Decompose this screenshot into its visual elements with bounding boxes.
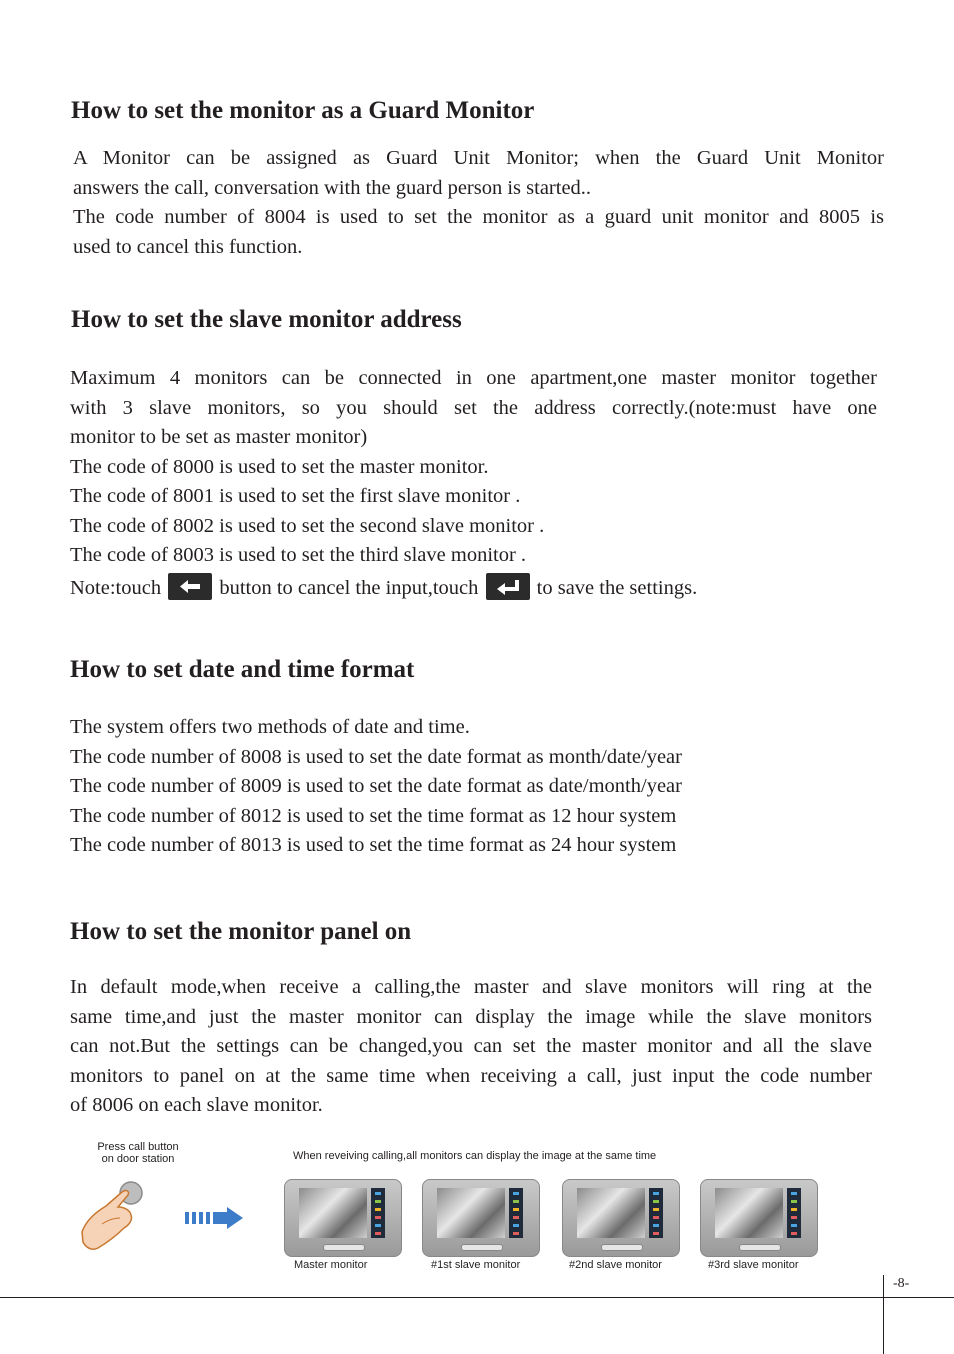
slave-address-text — [70, 364, 877, 603]
monitor-label-master: Master monitor — [294, 1259, 368, 1271]
text-line: same time,and just the master monitor can display the image while the slave monitors — [70, 1005, 872, 1028]
back-arrow-icon — [168, 573, 212, 600]
text-line: The code number of 8004 is used to set the monitor as a guard unit monitor and 8005 is — [73, 206, 884, 228]
monitor-screen — [437, 1188, 505, 1238]
press-label-line: Press call button — [97, 1141, 179, 1153]
master-monitor — [284, 1179, 402, 1257]
guard-monitor-text — [73, 144, 884, 262]
slave-monitor-3 — [700, 1179, 818, 1257]
enter-icon — [486, 573, 530, 600]
text-line: Maximum 4 monitors can be connected in one apartment,one master monitor together — [70, 367, 877, 389]
monitor-label-slave-3: #3rd slave monitor — [708, 1259, 799, 1271]
text-line: monitors to panel on at the same time when receiving a call, just input the code number — [70, 1064, 872, 1087]
text-line: In default mode,when receive a calling,the master and slave monitors will ring at the — [70, 976, 872, 998]
text-line: The code number of 8013 is used to set the time format as 24 hour system — [70, 834, 677, 856]
monitor-keys — [649, 1188, 663, 1238]
monitor-slot — [739, 1244, 781, 1251]
section-heading-guard-monitor: How to set the monitor as a Guard Monitor — [71, 97, 535, 124]
panel-on-text — [70, 973, 872, 1121]
note-suffix: to save the settings. — [536, 576, 698, 599]
text-line: with 3 slave monitors, so you should set the address correctly.(note:must have one — [70, 396, 877, 419]
section-heading-slave-address: How to set the slave monitor address — [71, 306, 462, 333]
monitor-label-slave-1: #1st slave monitor — [431, 1259, 521, 1271]
monitor-keys — [509, 1188, 523, 1238]
arrow-right-icon — [185, 1207, 243, 1229]
note-middle: button to cancel the input,touch — [219, 576, 479, 599]
text-line: answers the call, conversation with the guard person is started.. — [73, 176, 592, 199]
slave-monitor-1 — [422, 1179, 540, 1257]
monitor-screen — [299, 1188, 367, 1238]
page-number: -8- — [893, 1276, 910, 1291]
section-heading-panel-on: How to set the monitor panel on — [70, 918, 412, 945]
text-line: The code of 8003 is used to set the third slave monitor . — [70, 544, 527, 566]
monitor-keys — [787, 1188, 801, 1238]
footer-divider — [883, 1275, 884, 1354]
text-line: The code of 8000 is used to set the master monitor. — [70, 455, 489, 478]
monitor-screen — [715, 1188, 783, 1238]
monitor-slot — [323, 1244, 365, 1251]
diagram-caption: When reveiving calling,all monitors can display the image at the same time — [293, 1150, 657, 1162]
date-time-text — [70, 713, 870, 861]
note-line — [70, 573, 877, 604]
monitor-slot — [461, 1244, 503, 1251]
text-line: The code of 8002 is used to set the second slave monitor . — [70, 514, 545, 537]
slave-monitor-2 — [562, 1179, 680, 1257]
footer-rule — [0, 1297, 954, 1298]
text-line: The code number of 8009 is used to set the date format as date/month/year — [70, 775, 682, 797]
press-call-label — [88, 1141, 188, 1165]
text-line: of 8006 on each slave monitor. — [70, 1094, 323, 1116]
text-line: The code number of 8008 is used to set the date format as month/date/year — [70, 745, 682, 768]
hand-press-icon — [78, 1180, 150, 1254]
text-line: The code of 8001 is used to set the first slave monitor . — [70, 485, 521, 507]
monitor-slot — [601, 1244, 643, 1251]
monitor-screen — [577, 1188, 645, 1238]
text-line: The system offers two methods of date and time. — [70, 716, 470, 738]
monitor-keys — [371, 1188, 385, 1238]
press-label-line: on door station — [101, 1153, 175, 1165]
monitor-label-slave-2: #2nd slave monitor — [569, 1259, 662, 1271]
note-prefix: Note:touch — [70, 576, 162, 599]
text-line: A Monitor can be assigned as Guard Unit Monitor; when the Guard Unit Monitor — [73, 147, 884, 169]
text-line: used to cancel this function. — [73, 235, 303, 258]
text-line: The code number of 8012 is used to set the time format as 12 hour system — [70, 804, 677, 827]
text-line: can not.But the settings can be changed,you can set the master monitor and all the slave — [70, 1035, 872, 1057]
section-heading-date-time: How to set date and time format — [70, 656, 415, 683]
text-line: monitor to be set as master monitor) — [70, 426, 368, 448]
